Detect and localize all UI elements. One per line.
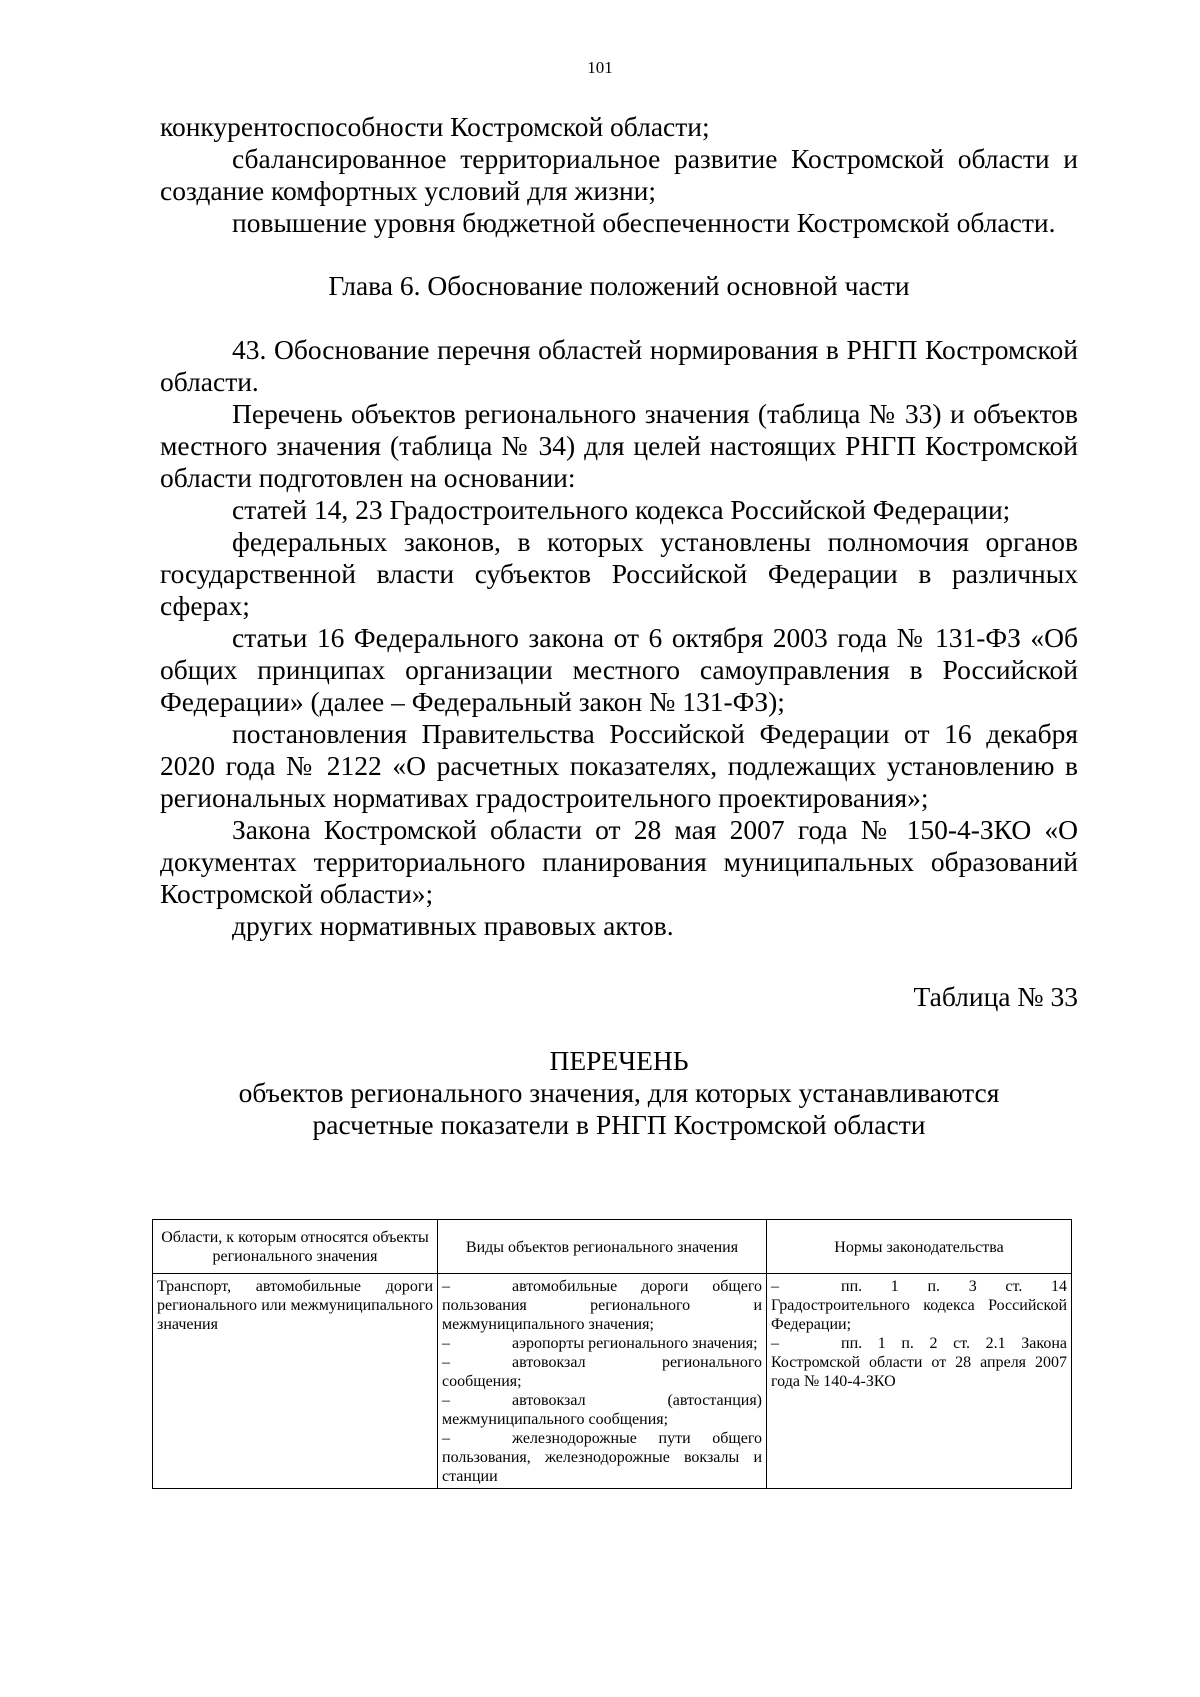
table-header-cell: Нормы законодательства <box>767 1220 1072 1274</box>
list-item <box>442 1334 762 1353</box>
page-number: 101 <box>587 58 613 77</box>
list-item <box>442 1391 762 1429</box>
table-cell-objects <box>438 1274 767 1489</box>
paragraph: Закона Костромской области от 28 мая 2007 года № 150-4-ЗКО «О документах территориального планирования муниципальных образований Костромской области»; <box>160 814 1078 909</box>
dash-marker: – <box>442 1335 450 1352</box>
paragraph: повышение уровня бюджетной обеспеченности Костромской области. <box>232 207 1056 238</box>
dash-marker: – <box>442 1278 450 1295</box>
paragraph: конкурентоспособности Костромской области; <box>160 111 710 142</box>
dash-marker: – <box>442 1392 450 1409</box>
table-row <box>153 1274 1072 1489</box>
list-item <box>771 1334 1067 1391</box>
dash-marker: – <box>771 1335 779 1352</box>
list-item-text: железнодорожные пути общего пользования, железнодорожные вокзалы и станции <box>442 1430 762 1485</box>
list-item-text: автовокзал регионального сообщения; <box>442 1354 762 1390</box>
list-item-text: пп. 1 п. 3 ст. 14 Градостроительного кодекса Российской Федерации; <box>771 1278 1067 1333</box>
list-subtitle: расчетные показатели в РНГП Костромской области <box>312 1109 926 1140</box>
list-item <box>442 1429 762 1486</box>
list-item <box>442 1353 762 1391</box>
chapter-heading: Глава 6. Обоснование положений основной части <box>328 270 910 301</box>
table-header-cell: Виды объектов регионального значения <box>438 1220 767 1274</box>
table-cell-area: Транспорт, автомобильные дороги регионального или межмуниципального значения <box>153 1274 438 1489</box>
paragraph: других нормативных правовых актов. <box>232 910 674 941</box>
list-item-text: автовокзал (автостанция) межмуниципального сообщения; <box>442 1392 762 1428</box>
list-item-text: автомобильные дороги общего пользования регионального и межмуниципального значения; <box>442 1278 762 1333</box>
paragraph: 43. Обоснование перечня областей нормирования в РНГП Костромской области. <box>160 334 1078 397</box>
list-item <box>442 1277 762 1334</box>
dash-marker: – <box>442 1430 450 1447</box>
paragraph: сбалансированное территориальное развитие Костромской области и создание комфортных условий для жизни; <box>160 143 1078 206</box>
list-subtitle: объектов регионального значения, для которых устанавливаются <box>238 1077 1000 1108</box>
paragraph: статей 14, 23 Градостроительного кодекса Российской Федерации; <box>232 494 1011 525</box>
regional-objects-table <box>152 1219 1072 1489</box>
document-body <box>160 111 1078 1141</box>
list-item-text: пп. 1 п. 2 ст. 2.1 Закона Костромской области от 28 апреля 2007 года № 140-4-ЗКО <box>771 1335 1067 1390</box>
table-header-cell: Области, к которым относятся объекты регионального значения <box>153 1220 438 1274</box>
table-label: Таблица № 33 <box>913 981 1078 1012</box>
table-header-row <box>153 1220 1072 1274</box>
list-title: ПЕРЕЧЕНЬ <box>549 1045 689 1076</box>
table-cell-norms <box>767 1274 1072 1489</box>
list-item <box>771 1277 1067 1334</box>
paragraph: Перечень объектов регионального значения (таблица № 33) и объектов местного значения (таблица № 34) для целей настоящих РНГП Костромской области подготовлен на основании: <box>160 398 1078 493</box>
paragraph: статьи 16 Федерального закона от 6 октября 2003 года № 131-ФЗ «Об общих принципах организации местного самоуправления в Российской Федерации» (далее – Федеральный закон № 131-ФЗ); <box>160 622 1078 717</box>
paragraph: постановления Правительства Российской Федерации от 16 декабря 2020 года № 2122 «О расчетных показателях, подлежащих установлению в региональных нормативах градостроительного проектирования»; <box>160 718 1078 813</box>
list-item-text: аэропорты регионального значения; <box>512 1335 758 1352</box>
paragraph: федеральных законов, в которых установлены полномочия органов государственной власти субъектов Российской Федерации в различных сферах; <box>160 526 1078 621</box>
dash-marker: – <box>442 1354 450 1371</box>
dash-marker: – <box>771 1278 779 1295</box>
